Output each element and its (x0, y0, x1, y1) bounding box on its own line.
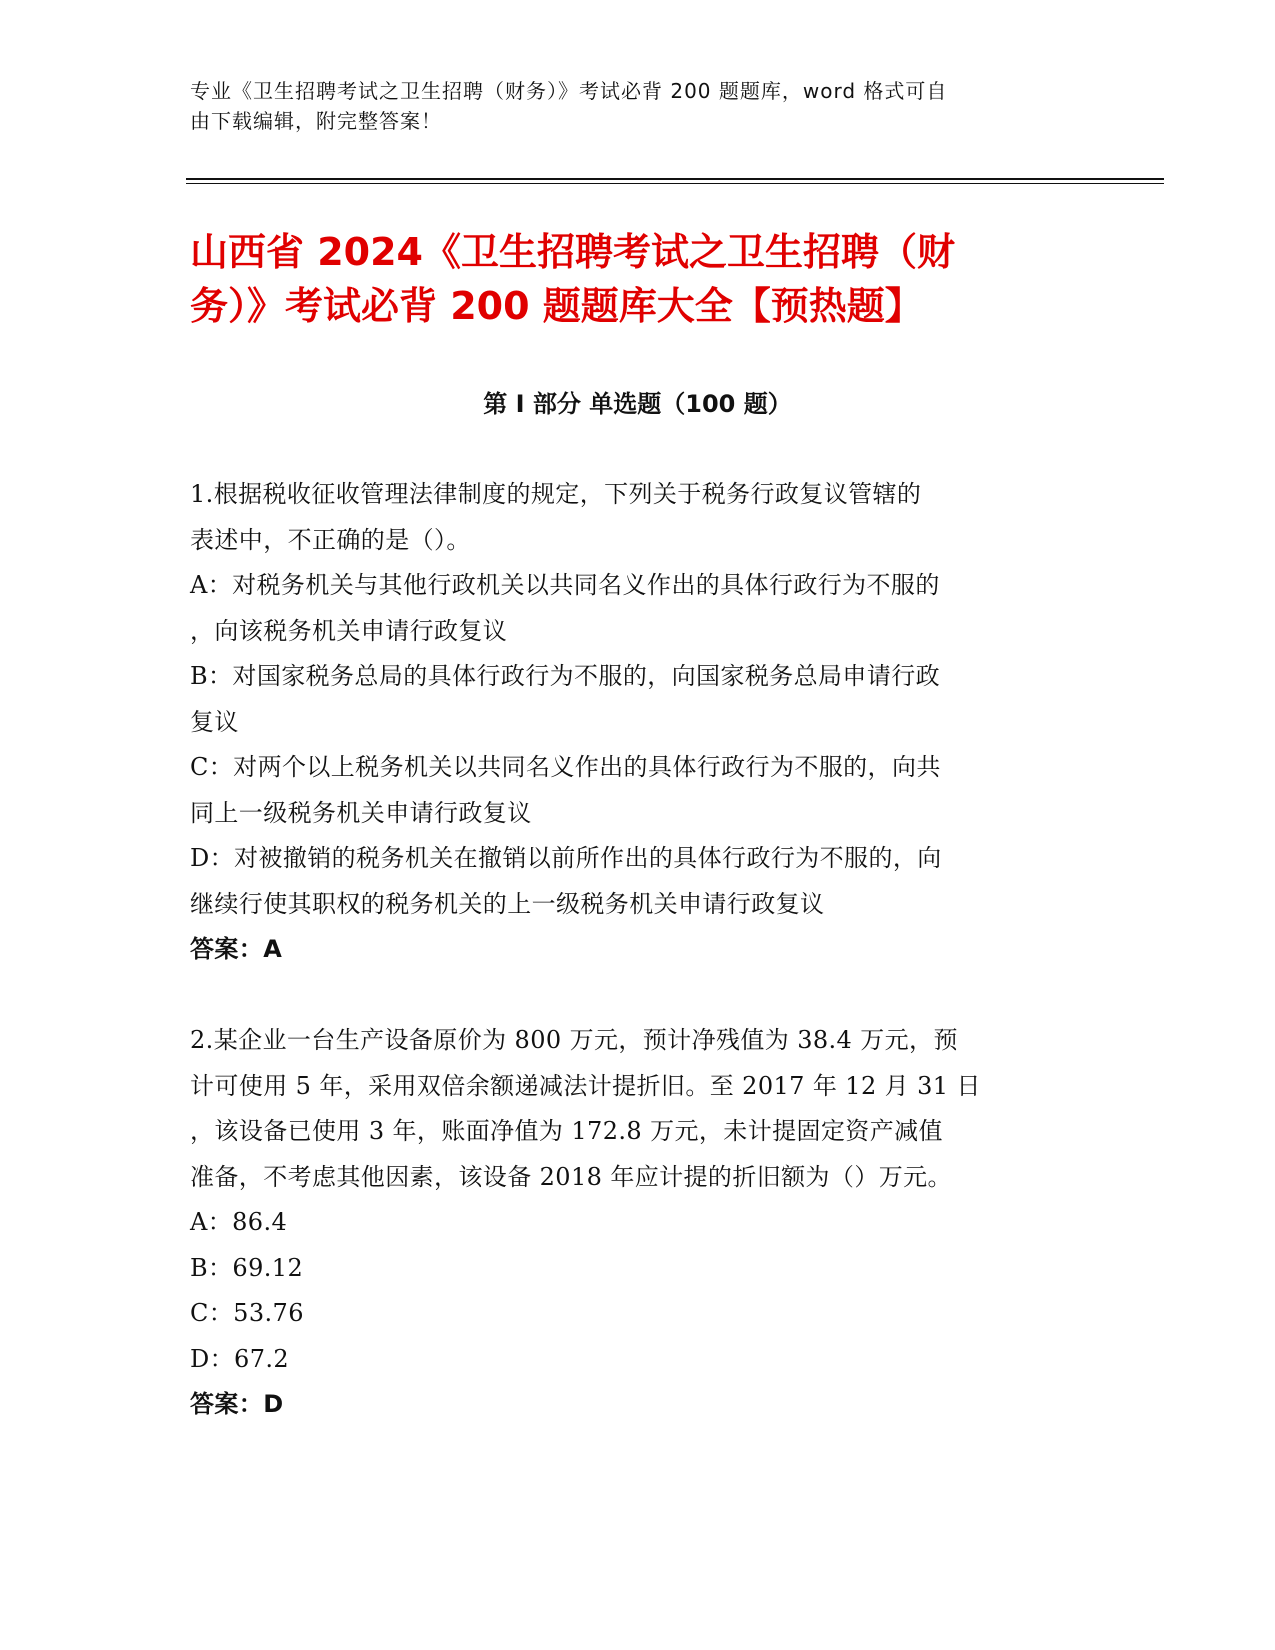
answer-label: 答案：D (190, 1390, 284, 1418)
header-note-line-2: 由下载编辑，附完整答案！ (190, 109, 442, 133)
document-title-line-1: 山西省 2024《卫生招聘考试之卫生招聘（财 (190, 230, 955, 274)
document-title-line-2: 务）》考试必背 200 题题库大全【预热题】 (190, 284, 923, 328)
header-divider-thick (186, 178, 1164, 180)
option-line: 继续行使其职权的税务机关的上一级税务机关申请行政复议 (190, 889, 825, 918)
option-c (190, 745, 1080, 836)
document-title (190, 225, 1090, 333)
option-line: D：对被撤销的税务机关在撤销以前所作出的具体行政行为不服的，向 (190, 844, 942, 872)
question-stem-line: 2.某企业一台生产设备原价为 800 万元，预计净残值为 38.4 万元，预 (190, 1026, 958, 1054)
option-b: B：69.12 (190, 1253, 304, 1282)
option-a (190, 563, 1080, 654)
section-heading: 第 I 部分 单选题（100 题） (483, 390, 792, 418)
option-line: B：对国家税务总局的具体行政行为不服的，向国家税务总局申请行政 (190, 662, 941, 690)
header-divider-thin (186, 183, 1164, 184)
question-stem-line: 计可使用 5 年，采用双倍余额递减法计提折旧。至 2017 年 12 月 31 日 (190, 1071, 981, 1100)
header-note (190, 76, 1070, 136)
option-d: D：67.2 (190, 1344, 290, 1373)
option-line: A：对税务机关与其他行政机关以共同名义作出的具体行政行为不服的 (190, 571, 940, 599)
header-note-line-1: 专业《卫生招聘考试之卫生招聘（财务）》考试必背 200 题题库，word 格式可自 (190, 79, 948, 103)
option-d (190, 836, 1080, 927)
answer-label: 答案：A (190, 935, 283, 963)
question-stem-line: 表述中，不正确的是（）。 (190, 525, 471, 554)
option-line: C：对两个以上税务机关以共同名义作出的具体行政行为不服的，向共 (190, 753, 941, 781)
option-b (190, 654, 1080, 745)
option-a: A：86.4 (190, 1208, 288, 1236)
question-stem (190, 472, 1080, 563)
option-line: 复议 (190, 707, 239, 736)
question-stem-line: 准备，不考虑其他因素，该设备 2018 年应计提的折旧额为（）万元。 (190, 1162, 952, 1191)
option-line: 同上一级税务机关申请行政复议 (190, 798, 532, 827)
question-2 (190, 1018, 1080, 1428)
option-line: ，向该税务机关申请行政复议 (190, 616, 508, 645)
question-stem (190, 1018, 1080, 1200)
question-stem-line: 1.根据税收征收管理法律制度的规定，下列关于税务行政复议管辖的 (190, 480, 922, 508)
question-1 (190, 472, 1080, 973)
option-c: C：53.76 (190, 1299, 304, 1327)
question-stem-line: ，该设备已使用 3 年，账面净值为 172.8 万元，未计提固定资产减值 (190, 1117, 943, 1145)
